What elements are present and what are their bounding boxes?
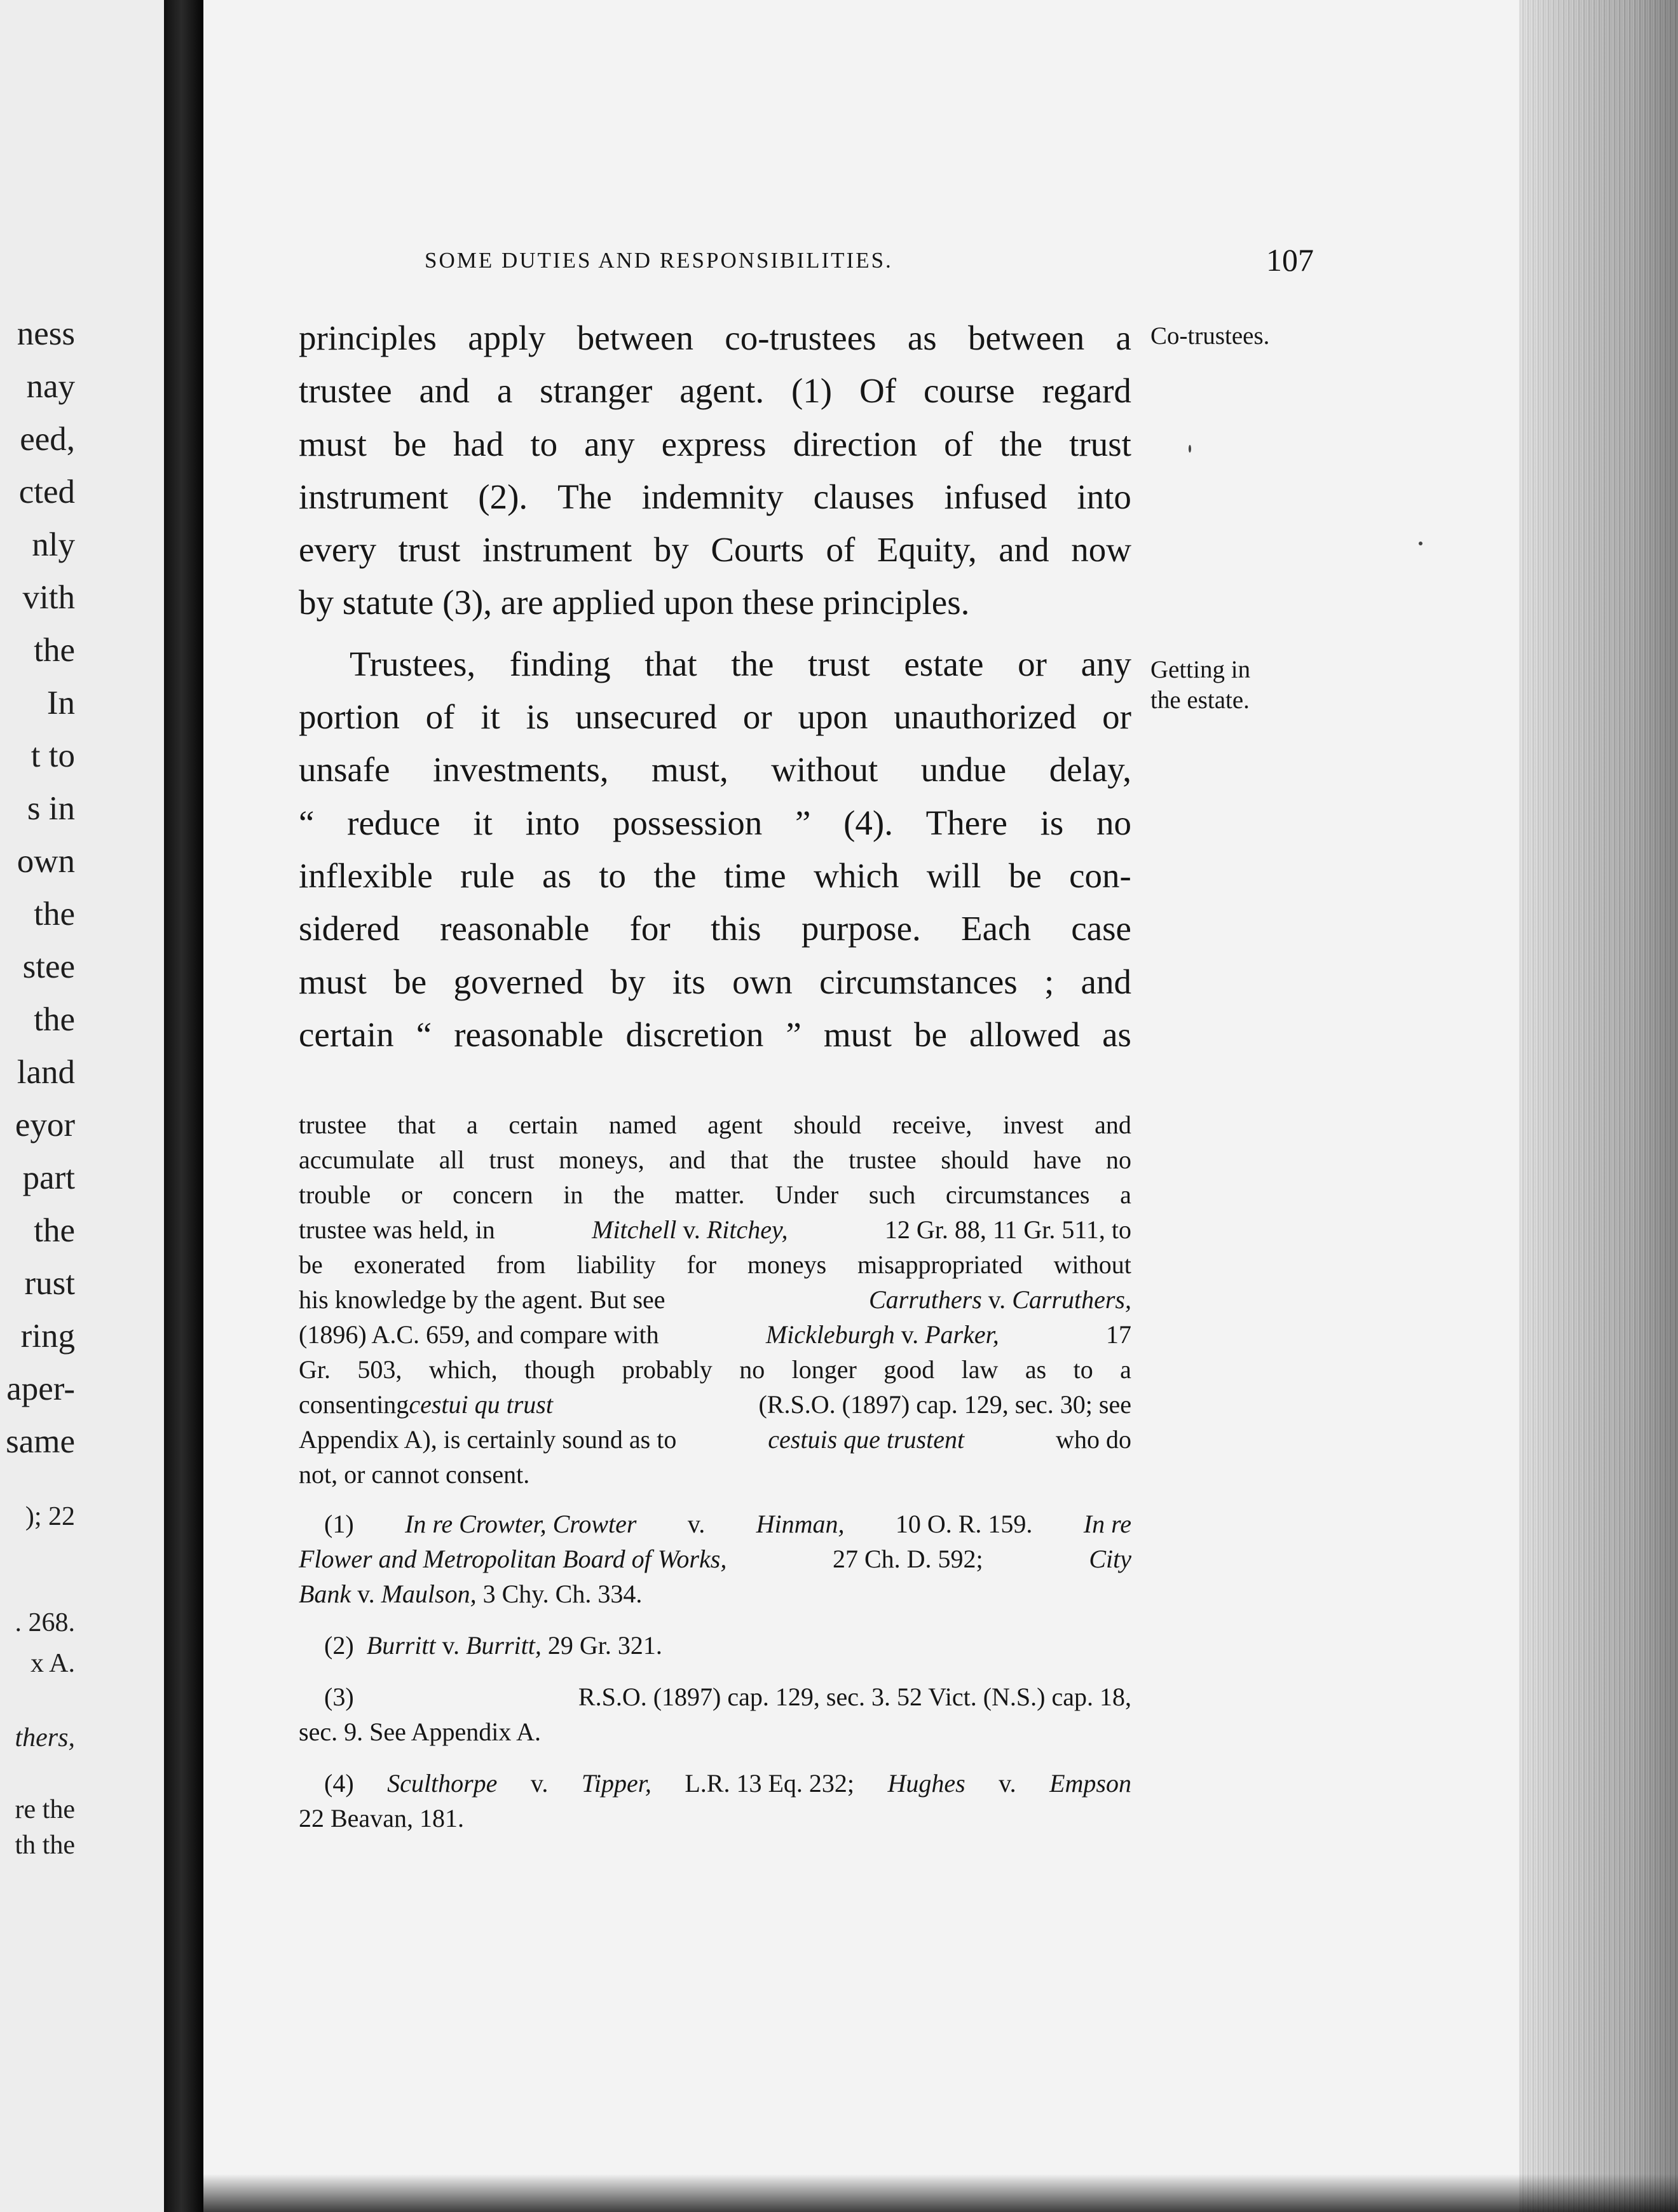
case-name: Bank: [299, 1580, 351, 1608]
case-name: In re: [1083, 1510, 1131, 1538]
word: infused: [944, 477, 1047, 516]
word: its: [672, 962, 706, 1001]
word: is: [526, 697, 550, 737]
word: direction: [793, 424, 918, 463]
footnote-line: [299, 1282, 1131, 1317]
footnote-line: [299, 1576, 1131, 1611]
left-page-fragment: re the: [15, 1795, 75, 1824]
word: and: [999, 530, 1049, 570]
word: principles: [299, 318, 437, 357]
word: as: [542, 856, 571, 895]
word: (1): [791, 371, 833, 411]
versus: v.: [999, 1769, 1016, 1798]
word: probably: [622, 1355, 713, 1384]
word: from: [496, 1250, 546, 1279]
left-page-fragment: ); 22: [25, 1502, 75, 1531]
footnote-line: 22 Beavan, 181.: [299, 1804, 464, 1833]
word: Equity,: [877, 530, 977, 570]
word: and: [669, 1145, 706, 1174]
word: invest: [1002, 1110, 1064, 1139]
word: the: [731, 644, 774, 683]
word: agent.: [679, 371, 765, 411]
word: circumstances: [945, 1180, 1090, 1209]
word: good: [883, 1355, 935, 1384]
case-name: Sculthorpe: [387, 1769, 498, 1798]
body-line: [299, 638, 1131, 690]
word: allowed: [969, 1014, 1081, 1054]
word: reasonable: [454, 1014, 604, 1054]
word: between: [576, 318, 693, 357]
word: which: [814, 856, 899, 895]
case-name: Mickleburgh: [765, 1320, 895, 1349]
case-name: Parker,: [925, 1320, 999, 1349]
running-head: SOME DUTIES AND RESPONSIBILITIES.: [425, 248, 893, 273]
footnote-number: (1): [324, 1510, 354, 1538]
footnote-line: sec. 9. See Appendix A.: [299, 1717, 542, 1746]
word: certain: [508, 1110, 578, 1139]
word: of: [944, 424, 973, 463]
footnote-line: [299, 1107, 1131, 1142]
word: Trustees,: [350, 644, 476, 683]
word: be: [393, 962, 427, 1001]
word: and: [1081, 962, 1131, 1001]
word: the: [793, 1145, 824, 1174]
versus: v.: [442, 1631, 460, 1660]
word: express: [661, 424, 767, 463]
word: trouble: [299, 1180, 371, 1209]
word: co-trustees: [725, 318, 877, 357]
word: a: [496, 371, 513, 411]
case-name: Flower and Metropolitan Board of Works,: [299, 1545, 727, 1573]
footnote-line: [299, 1247, 1131, 1282]
text-run: 12 Gr. 88, 11 Gr. 511, to: [884, 1215, 1131, 1244]
footnote-line: [299, 1506, 1131, 1541]
word: all: [439, 1145, 465, 1174]
word: unsafe: [299, 750, 390, 789]
sidenote-line: the estate.: [1150, 686, 1250, 714]
word: that: [397, 1110, 436, 1139]
word: moneys,: [559, 1145, 645, 1174]
word: any: [584, 424, 635, 463]
word: to: [530, 424, 558, 463]
case-name: Carruthers,: [1012, 1285, 1131, 1314]
word: by: [610, 962, 646, 1001]
footnote-line: [299, 1317, 1131, 1352]
latin-term: cestui qu trust: [409, 1390, 553, 1419]
text-run: 17: [1106, 1320, 1131, 1349]
footnote-line: not, or cannot consent.: [299, 1460, 530, 1489]
body-line: by statute (3), are applied upon these principles.: [299, 583, 970, 622]
word: the: [653, 856, 697, 895]
word: Under: [775, 1180, 839, 1209]
left-page-fragment: land: [17, 1054, 75, 1091]
sidenote-co-trustees: Co-trustees.: [1150, 322, 1270, 350]
text-run: consenting: [299, 1390, 409, 1419]
case-name: Hughes: [887, 1769, 965, 1798]
word: between: [967, 318, 1085, 357]
word: must: [299, 962, 367, 1001]
word: should: [941, 1145, 1009, 1174]
footnote-line: [299, 1212, 1131, 1247]
bottom-shadow: [203, 2174, 1678, 2212]
word: as: [1102, 1014, 1131, 1054]
left-page-fragment: s in: [27, 790, 75, 827]
word: (4).: [843, 803, 893, 842]
footnote-number: (4): [324, 1769, 354, 1798]
word: indemnity: [641, 477, 784, 516]
word: which,: [428, 1355, 498, 1384]
word: will: [926, 856, 981, 895]
word: law: [961, 1355, 999, 1384]
left-page-fragment: t to: [31, 737, 75, 774]
word: “: [299, 803, 315, 842]
word: to: [599, 856, 627, 895]
word: must: [823, 1014, 892, 1054]
word: instrument: [482, 530, 632, 570]
word: a: [1115, 318, 1131, 357]
word: in: [563, 1180, 583, 1209]
word: concern: [452, 1180, 533, 1209]
left-page-fragment: stee: [22, 948, 75, 985]
word: portion: [299, 697, 400, 737]
left-page-text-fragments: [0, 0, 75, 2212]
word: reduce: [347, 803, 440, 842]
paper-speck: [1189, 445, 1191, 453]
word: be: [393, 424, 426, 463]
word: moneys: [747, 1250, 827, 1279]
case-name: Mitchell: [592, 1215, 677, 1244]
word: no: [1096, 803, 1131, 842]
word: trustee: [299, 1110, 367, 1139]
citation: 10 O. R. 159.: [895, 1510, 1033, 1538]
word: matter.: [674, 1180, 745, 1209]
word: misappropriated: [857, 1250, 1023, 1279]
word: is: [1040, 803, 1064, 842]
word: purpose.: [801, 909, 921, 948]
word: that: [730, 1145, 768, 1174]
word: a: [1120, 1180, 1131, 1209]
word: Courts: [711, 530, 804, 570]
word: that: [645, 644, 697, 683]
text-run: (1896) A.C. 659, and compare with: [299, 1320, 659, 1349]
text-run: (R.S.O. (1897) cap. 129, sec. 30; see: [758, 1390, 1131, 1419]
left-page-fragment: x A.: [30, 1649, 75, 1678]
word: ”: [786, 1014, 801, 1054]
case-name: Ritchey,: [706, 1215, 788, 1244]
footnote-line: [299, 1766, 1131, 1801]
text-run: Appendix A), is certainly sound as to: [299, 1425, 677, 1454]
word: for: [686, 1250, 717, 1279]
case-name: Burritt: [366, 1631, 436, 1660]
word: must: [299, 424, 367, 463]
left-page-fragment: nly: [32, 526, 75, 563]
word: ;: [1044, 962, 1054, 1001]
footnote-2: [299, 1628, 1131, 1663]
footnote-line: [299, 1422, 1131, 1457]
word: no: [1105, 1145, 1131, 1174]
word: without: [771, 750, 878, 789]
footnote-line: [299, 1628, 1131, 1663]
citation: 29 Gr. 321.: [547, 1631, 662, 1660]
text-run: trustee was held, in: [299, 1215, 495, 1244]
citation: R.S.O. (1897) cap. 129, sec. 3. 52 Vict. (N.S.) cap. 18,: [578, 1683, 1131, 1711]
left-facing-page: [0, 0, 166, 2212]
left-page-fragment: own: [17, 843, 75, 880]
body-line: [299, 796, 1131, 849]
word: ”: [795, 803, 811, 842]
body-line: [299, 849, 1131, 902]
case-name: City: [1089, 1545, 1131, 1573]
left-page-fragment: the: [34, 632, 75, 669]
case-name: Empson: [1049, 1769, 1131, 1798]
word: investments,: [433, 750, 609, 789]
left-page-fragment: part: [22, 1159, 75, 1196]
footnote-number: (3): [324, 1683, 354, 1711]
footnote-3: [299, 1679, 1131, 1749]
word: circumstances: [819, 962, 1018, 1001]
word: for: [629, 909, 671, 948]
word: every: [299, 530, 377, 570]
word: and: [1095, 1110, 1131, 1139]
word: to: [1073, 1355, 1093, 1384]
word: undue: [920, 750, 1007, 789]
word: unauthorized: [894, 697, 1077, 737]
left-page-fragment: ness: [17, 315, 75, 352]
body-line: [299, 690, 1131, 743]
word: upon: [798, 697, 868, 737]
text-run: who do: [1056, 1425, 1131, 1454]
body-line: [299, 470, 1131, 523]
sidenote-line: Getting in: [1150, 656, 1251, 683]
word: should: [793, 1110, 862, 1139]
word: The: [557, 477, 612, 516]
citation: 3 Chy. Ch. 334.: [482, 1580, 643, 1608]
case-name: Burritt,: [465, 1631, 542, 1660]
citation: L.R. 13 Eq. 232;: [685, 1769, 855, 1798]
word: con-: [1069, 856, 1131, 895]
word: There: [925, 803, 1007, 842]
footnote-line: [299, 1541, 1131, 1576]
left-page-fragment: vith: [22, 579, 75, 616]
left-page-fragment: In: [46, 685, 75, 721]
footnote-number: (2): [324, 1631, 354, 1660]
footnote-line: [299, 1142, 1131, 1177]
word: must,: [651, 750, 728, 789]
word: trust: [398, 530, 461, 570]
left-page-fragment: ring: [20, 1318, 75, 1355]
word: trustee: [849, 1145, 917, 1174]
word: be: [913, 1014, 947, 1054]
word: though: [524, 1355, 596, 1384]
left-page-fragment: aper-: [6, 1370, 75, 1407]
body-line: [299, 523, 1131, 576]
word: trust: [808, 644, 870, 683]
left-page-fragment: . 268.: [15, 1608, 75, 1637]
word: Gr.: [299, 1355, 331, 1384]
word: certain: [299, 1014, 394, 1054]
left-page-fragment: cted: [18, 474, 75, 510]
versus: v.: [357, 1580, 375, 1608]
word: finding: [509, 644, 611, 683]
word: no: [739, 1355, 765, 1384]
page-number: 107: [1266, 242, 1314, 278]
word: receive,: [892, 1110, 972, 1139]
footnotes: [299, 1506, 1131, 1836]
word: or: [742, 697, 772, 737]
body-line: [299, 1008, 1131, 1061]
left-page-fragment: the: [34, 1212, 75, 1249]
word: or: [1102, 697, 1131, 737]
left-page-fragment: the: [34, 1001, 75, 1038]
word: reasonable: [440, 909, 590, 948]
word: sidered: [299, 909, 400, 948]
word: clauses: [813, 477, 915, 516]
word: course: [923, 371, 1015, 411]
left-page-fragment: same: [6, 1423, 75, 1460]
word: liability: [576, 1250, 656, 1279]
word: governed: [453, 962, 584, 1001]
word: by: [653, 530, 689, 570]
body-line: [299, 743, 1131, 796]
word: possession: [612, 803, 763, 842]
word: be: [299, 1250, 323, 1279]
book-gutter: [164, 0, 203, 2212]
word: accumulate: [299, 1145, 415, 1174]
word: trust: [489, 1145, 535, 1174]
word: such: [868, 1180, 916, 1209]
text-run: his knowledge by the agent. But see: [299, 1285, 665, 1314]
word: be: [1008, 856, 1042, 895]
word: this: [711, 909, 761, 948]
word: agent: [707, 1110, 763, 1139]
word: inflexible: [299, 856, 433, 895]
body-line: [299, 902, 1131, 955]
word: Each: [961, 909, 1031, 948]
word: apply: [468, 318, 546, 357]
word: delay,: [1049, 750, 1131, 789]
word: instrument: [299, 477, 449, 516]
versus: v.: [683, 1215, 700, 1244]
page-edges: [1519, 0, 1678, 2212]
citation: 27 Ch. D. 592;: [832, 1545, 983, 1573]
word: trustee: [299, 371, 392, 411]
footnote-line: [299, 1177, 1131, 1212]
footnote-continuation: [299, 1107, 1131, 1492]
body-line: [299, 955, 1131, 1008]
case-name: Carruthers: [868, 1285, 982, 1314]
word: rule: [460, 856, 515, 895]
word: regard: [1042, 371, 1131, 411]
word: into: [525, 803, 580, 842]
versus: v.: [530, 1769, 549, 1798]
word: as: [907, 318, 937, 357]
word: unsecured: [575, 697, 718, 737]
word: without: [1053, 1250, 1131, 1279]
body-line: [299, 311, 1131, 364]
versus: v.: [687, 1510, 706, 1538]
left-page-fragment: thers,: [15, 1723, 75, 1752]
word: Of: [859, 371, 897, 411]
word: of: [826, 530, 856, 570]
footnote-line: [299, 1679, 1131, 1714]
word: now: [1071, 530, 1131, 570]
body-line: [299, 364, 1131, 417]
word: into: [1077, 477, 1131, 516]
footnote-line: [299, 1387, 1131, 1422]
left-page-fragment: eyor: [15, 1107, 75, 1144]
footnote-4: [299, 1766, 1131, 1836]
versus: v.: [988, 1285, 1006, 1314]
left-page-fragment: rust: [24, 1265, 75, 1302]
word: stranger: [540, 371, 653, 411]
body-line: [299, 418, 1131, 470]
word: time: [723, 856, 786, 895]
word: discretion: [625, 1014, 764, 1054]
left-page-fragment: the: [34, 896, 75, 932]
word: a: [1120, 1355, 1131, 1384]
word: any: [1081, 644, 1131, 683]
left-page-fragment: th the: [15, 1831, 75, 1860]
case-name: Maulson,: [381, 1580, 477, 1608]
word: (2).: [478, 477, 528, 516]
word: named: [608, 1110, 677, 1139]
word: 503,: [357, 1355, 402, 1384]
latin-term: cestuis que trustent: [768, 1425, 965, 1454]
left-page-fragment: eed,: [20, 421, 75, 458]
case-name: Hinman,: [756, 1510, 845, 1538]
word: a: [466, 1110, 478, 1139]
word: it: [481, 697, 500, 737]
left-page-fragment: nay: [26, 368, 75, 405]
word: or: [400, 1180, 423, 1209]
word: and: [419, 371, 470, 411]
case-name: Tipper,: [581, 1769, 651, 1798]
word: “: [416, 1014, 432, 1054]
word: longer: [791, 1355, 857, 1384]
word: the: [999, 424, 1043, 463]
versus: v.: [901, 1320, 919, 1349]
word: as: [1025, 1355, 1047, 1384]
word: estate: [904, 644, 984, 683]
paper-speck: [1419, 542, 1422, 545]
word: or: [1018, 644, 1047, 683]
word: exonerated: [353, 1250, 465, 1279]
case-name: In re Crowter, Crowter: [405, 1510, 637, 1538]
footnote-line: [299, 1352, 1131, 1387]
word: trust: [1069, 424, 1131, 463]
word: had: [453, 424, 504, 463]
word: own: [732, 962, 793, 1001]
word: have: [1033, 1145, 1082, 1174]
word: it: [473, 803, 493, 842]
sidenote-getting-in-estate: [1150, 655, 1250, 716]
body-text: [299, 311, 1131, 1061]
word: the: [613, 1180, 645, 1209]
word: case: [1071, 909, 1131, 948]
footnote-1: [299, 1506, 1131, 1611]
word: of: [425, 697, 455, 737]
